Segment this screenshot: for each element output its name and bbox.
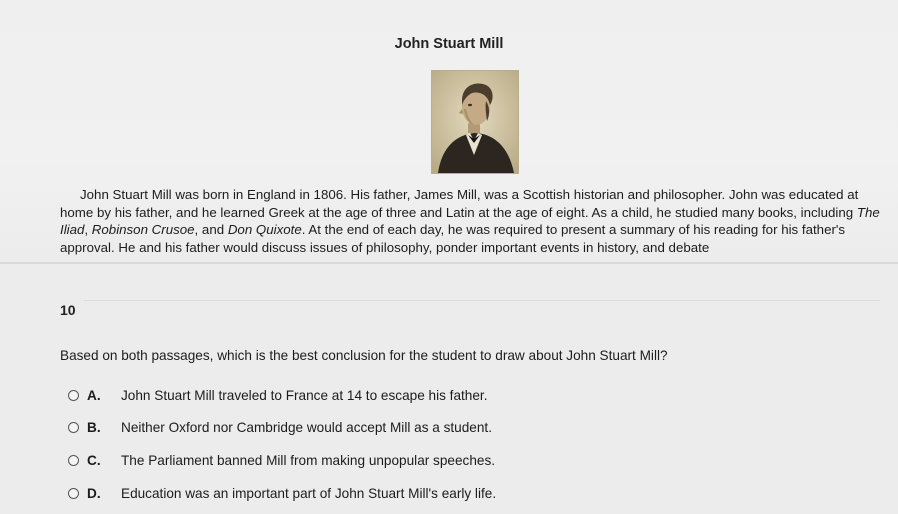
option-letter: B. xyxy=(87,419,101,435)
radio-icon[interactable] xyxy=(68,455,79,466)
question-rule xyxy=(84,300,880,301)
radio-icon[interactable] xyxy=(68,390,79,401)
answer-option-a[interactable] xyxy=(68,384,487,406)
option-text: The Parliament banned Mill from making unpopular speeches. xyxy=(121,452,496,468)
passage-text: John Stuart Mill was born in England in 1806. His father, James Mill, was a Scottish historian and philosopher. John was educated at home by his father, and he learned Greek at the age of three and Latin at the age of eight. As a child, he studied many books, including The Iliad, Robinson Crusoe, and Don Quixote. At the end of each day, he was required to present a summary of his reading for his father's approval. He and his father would discuss issues of philosophy, ponder important events in history, and debate xyxy=(60,187,880,255)
option-letter: A. xyxy=(87,387,101,403)
answer-option-b[interactable] xyxy=(68,416,492,438)
passage-title: John Stuart Mill xyxy=(394,36,504,52)
option-text: Education was an important part of John Stuart Mill's early life. xyxy=(121,485,497,501)
portrait-drawing xyxy=(432,71,518,173)
radio-icon[interactable] xyxy=(68,422,79,433)
portrait-image xyxy=(431,70,519,174)
answer-option-c[interactable] xyxy=(68,449,495,471)
question-stem: Based on both passages, which is the best conclusion for the student to draw about John Stuart Mill? xyxy=(60,348,668,363)
option-text: John Stuart Mill traveled to France at 14 to escape his father. xyxy=(121,387,488,403)
question-number: 10 xyxy=(60,302,76,318)
option-letter: C. xyxy=(87,452,101,468)
answer-option-d[interactable] xyxy=(68,482,496,504)
question-panel xyxy=(0,264,898,514)
radio-icon[interactable] xyxy=(68,488,79,499)
option-text: Neither Oxford nor Cambridge would accept Mill as a student. xyxy=(121,419,492,435)
option-letter: D. xyxy=(87,485,101,501)
